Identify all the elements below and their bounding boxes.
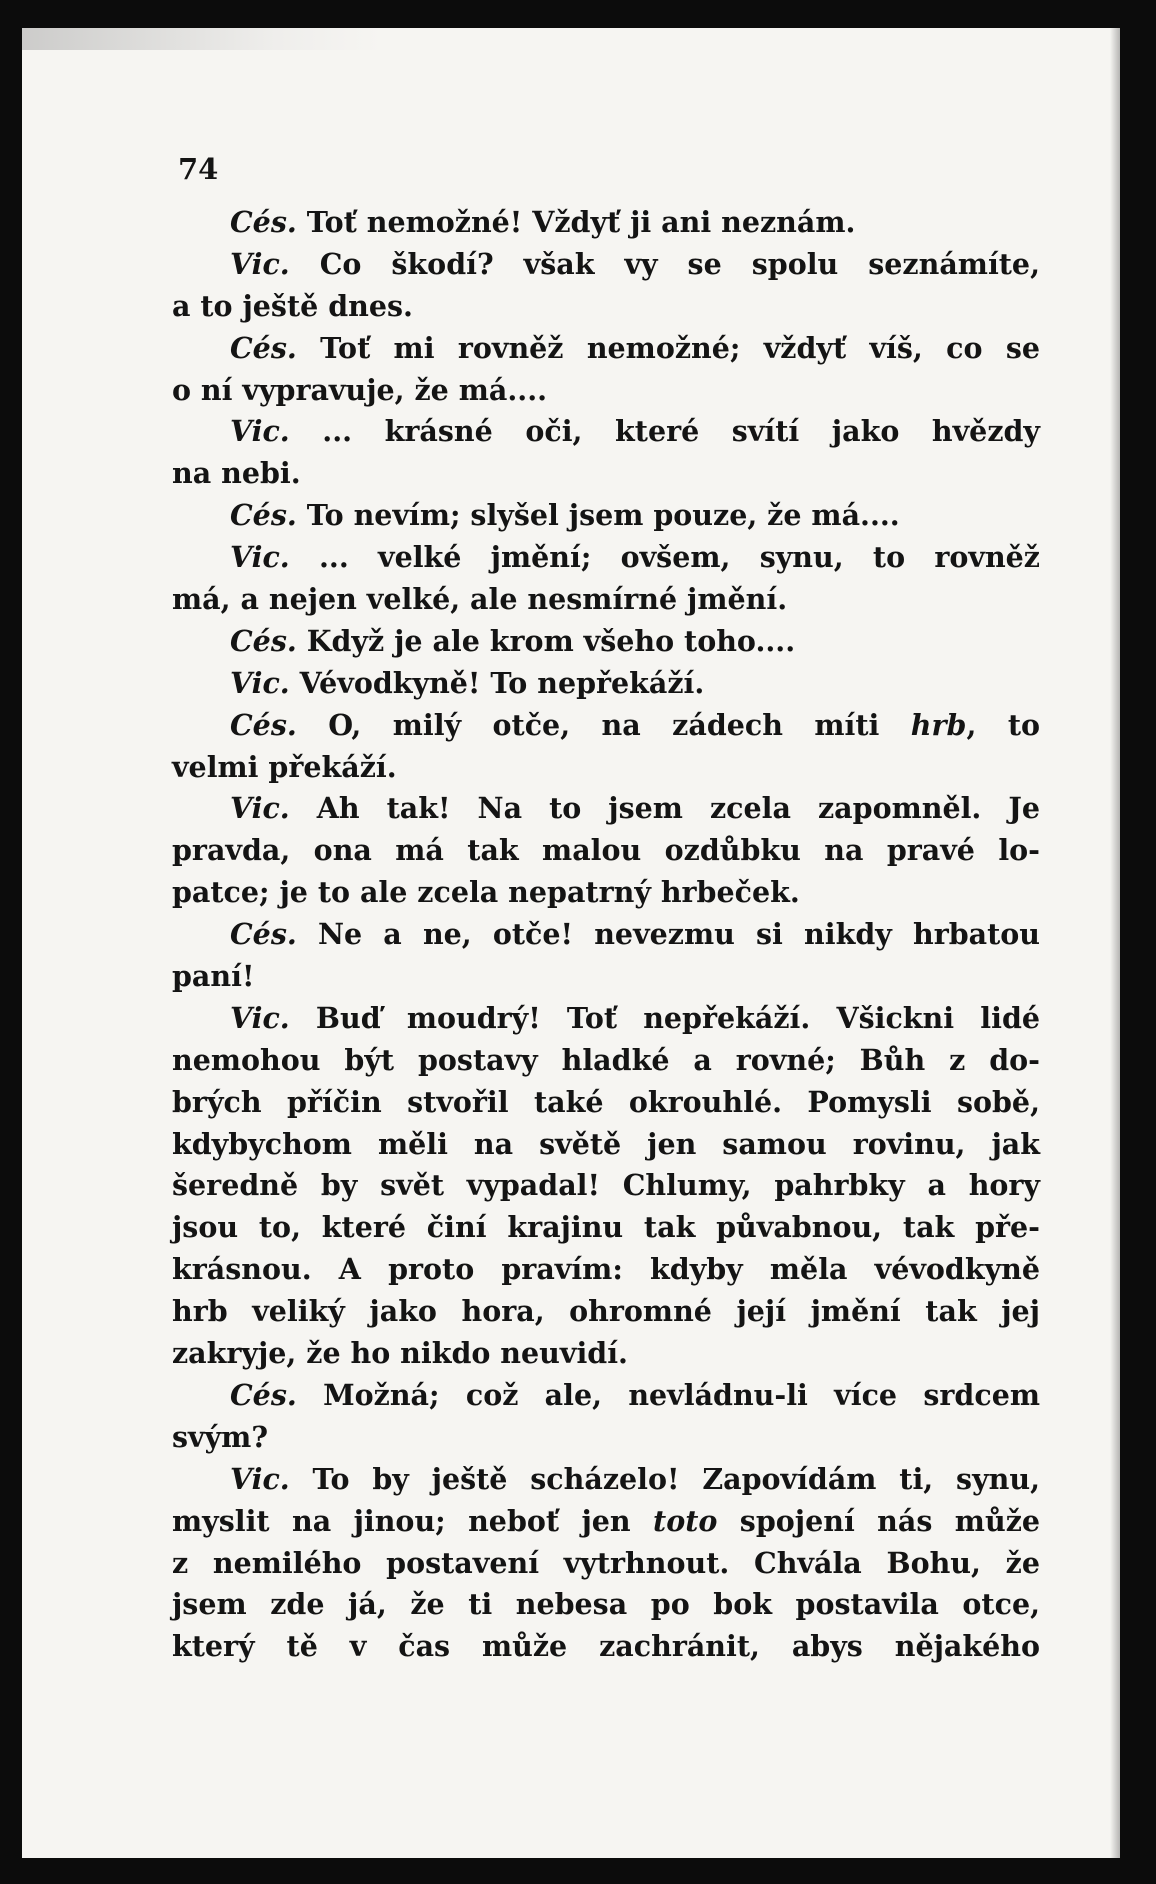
line-text: o ní vypravuje, že má.... (172, 372, 548, 407)
speaker-name: Vic. (230, 1000, 290, 1035)
speaker-name: Cés. (230, 707, 297, 742)
line-text: Ah tak! Na to jsem zcela zapomněl. Je (289, 791, 1040, 826)
line-text: Toť nemožné! Vždyť ji ani neznám. (296, 205, 856, 239)
speaker-name: Cés. (230, 330, 297, 365)
line-text: svým? (172, 1419, 269, 1454)
text-line (172, 998, 1040, 1040)
text-line (172, 788, 1040, 830)
line-text: nemohou být postavy hladké a rovné; Bůh z do- (172, 1042, 1040, 1077)
text-line (172, 328, 1040, 370)
line-text: Toť mi rovněž nemožné; vždyť víš, co se (296, 330, 1040, 365)
text-line (172, 1584, 1040, 1626)
line-text: který tě v čas může zachránit, abys nějakého (172, 1629, 1040, 1664)
line-text: brých příčin stvořil také okrouhlé. Pomysli sobě, (172, 1084, 1040, 1119)
text-line (172, 663, 1040, 705)
speaker-name: Vic. (230, 1461, 290, 1496)
speaker-name: Vic. (230, 414, 290, 449)
speaker-name: Vic. (230, 665, 290, 700)
speaker-name: Cés. (230, 498, 297, 533)
text-line (172, 914, 1040, 956)
text-line (172, 453, 1040, 495)
text-line (172, 830, 1040, 872)
line-text: Vévodkyně! To nepřekáží. (289, 665, 705, 700)
text-line (172, 621, 1040, 663)
text-line (172, 1501, 1040, 1543)
line-text: jsem zde já, že ti nebesa po bok postavila otce, (172, 1587, 1040, 1622)
speaker-name: Vic. (230, 540, 290, 575)
text-line (172, 1291, 1040, 1333)
line-text: jsou to, které činí krajinu tak půvabnou, tak pře- (172, 1210, 1040, 1245)
text-line (172, 1124, 1040, 1166)
speaker-name: Cés. (230, 205, 297, 239)
line-text: Když je ale krom všeho toho.... (296, 623, 796, 658)
line-text: Co škodí? však vy se spolu seznámíte, (289, 246, 1040, 281)
text-line (172, 1082, 1040, 1124)
text-line (172, 1333, 1040, 1375)
line-text: zakryje, že ho nikdo neuvidí. (172, 1336, 628, 1371)
line-text: To nevím; slyšel jsem pouze, že má.... (296, 498, 900, 533)
text-line (172, 956, 1040, 998)
line-text: , to (966, 707, 1040, 742)
emphasized-word: hrb (910, 707, 967, 742)
line-text: hrb veliký jako hora, ohromné její jmění tak jej (172, 1294, 1040, 1329)
scan-smudge (22, 28, 382, 50)
text-line (172, 1165, 1040, 1207)
line-text: paní! (172, 959, 255, 994)
line-text: O, milý otče, na zádech míti (296, 707, 911, 742)
emphasized-word: toto (653, 1503, 718, 1538)
line-text: ... velké jmění; ovšem, synu, to rovněž (289, 540, 1040, 575)
text-line (172, 244, 1040, 286)
line-text: patce; je to ale zcela nepatrný hrbeček. (172, 875, 800, 910)
text-line (172, 1249, 1040, 1291)
text-line (172, 579, 1040, 621)
book-page (22, 28, 1120, 1858)
line-text: pravda, ona má tak malou ozdůbku na pravé lo- (172, 833, 1040, 868)
speaker-name: Cés. (230, 1377, 297, 1412)
page-number: 74 (178, 152, 219, 186)
line-text: šeredně by svět vypadal! Chlumy, pahrbky a hory (172, 1168, 1040, 1203)
text-line (172, 1417, 1040, 1459)
line-text: ... krásné oči, které svítí jako hvězdy (289, 414, 1040, 449)
line-text: krásnou. A proto pravím: kdyby měla vévodkyně (172, 1252, 1040, 1287)
text-line (172, 1207, 1040, 1249)
text-line (172, 370, 1040, 412)
text-line (172, 495, 1040, 537)
line-text: myslit na jinou; neboť jen (172, 1503, 654, 1538)
line-text: To by ještě scházelo! Zapovídám ti, synu, (289, 1461, 1040, 1496)
line-text: spojení nás může (717, 1503, 1041, 1538)
page-edge-shadow (1110, 28, 1120, 1858)
speaker-name: Cés. (230, 917, 297, 952)
text-line (172, 1459, 1040, 1501)
text-line (172, 1543, 1040, 1585)
text-line (172, 872, 1040, 914)
text-line (172, 286, 1040, 328)
speaker-name: Vic. (230, 791, 290, 826)
line-text: a to ještě dnes. (172, 288, 413, 323)
line-text: Buď moudrý! Toť nepřekáží. Všickni lidé (289, 1000, 1040, 1035)
line-text: Ne a ne, otče! nevezmu si nikdy hrbatou (296, 917, 1040, 952)
text-line (172, 537, 1040, 579)
text-line (172, 1626, 1040, 1668)
line-text: velmi překáží. (172, 749, 397, 784)
line-text: Možná; což ale, nevládnu-li více srdcem (296, 1377, 1040, 1412)
line-text: na nebi. (172, 456, 301, 491)
text-line (172, 1040, 1040, 1082)
text-line (172, 747, 1040, 789)
dialogue-text (172, 202, 1040, 1668)
line-text: má, a nejen velké, ale nesmírné jmění. (172, 582, 788, 617)
line-text: z nemilého postavení vytrhnout. Chvála Bohu, že (172, 1545, 1040, 1580)
speaker-name: Cés. (230, 623, 297, 658)
line-text: kdybychom měli na světě jen samou rovinu, jak (172, 1126, 1040, 1161)
text-line (172, 202, 1040, 244)
text-line (172, 705, 1040, 747)
speaker-name: Vic. (230, 246, 290, 281)
text-line (172, 1375, 1040, 1417)
text-line (172, 411, 1040, 453)
